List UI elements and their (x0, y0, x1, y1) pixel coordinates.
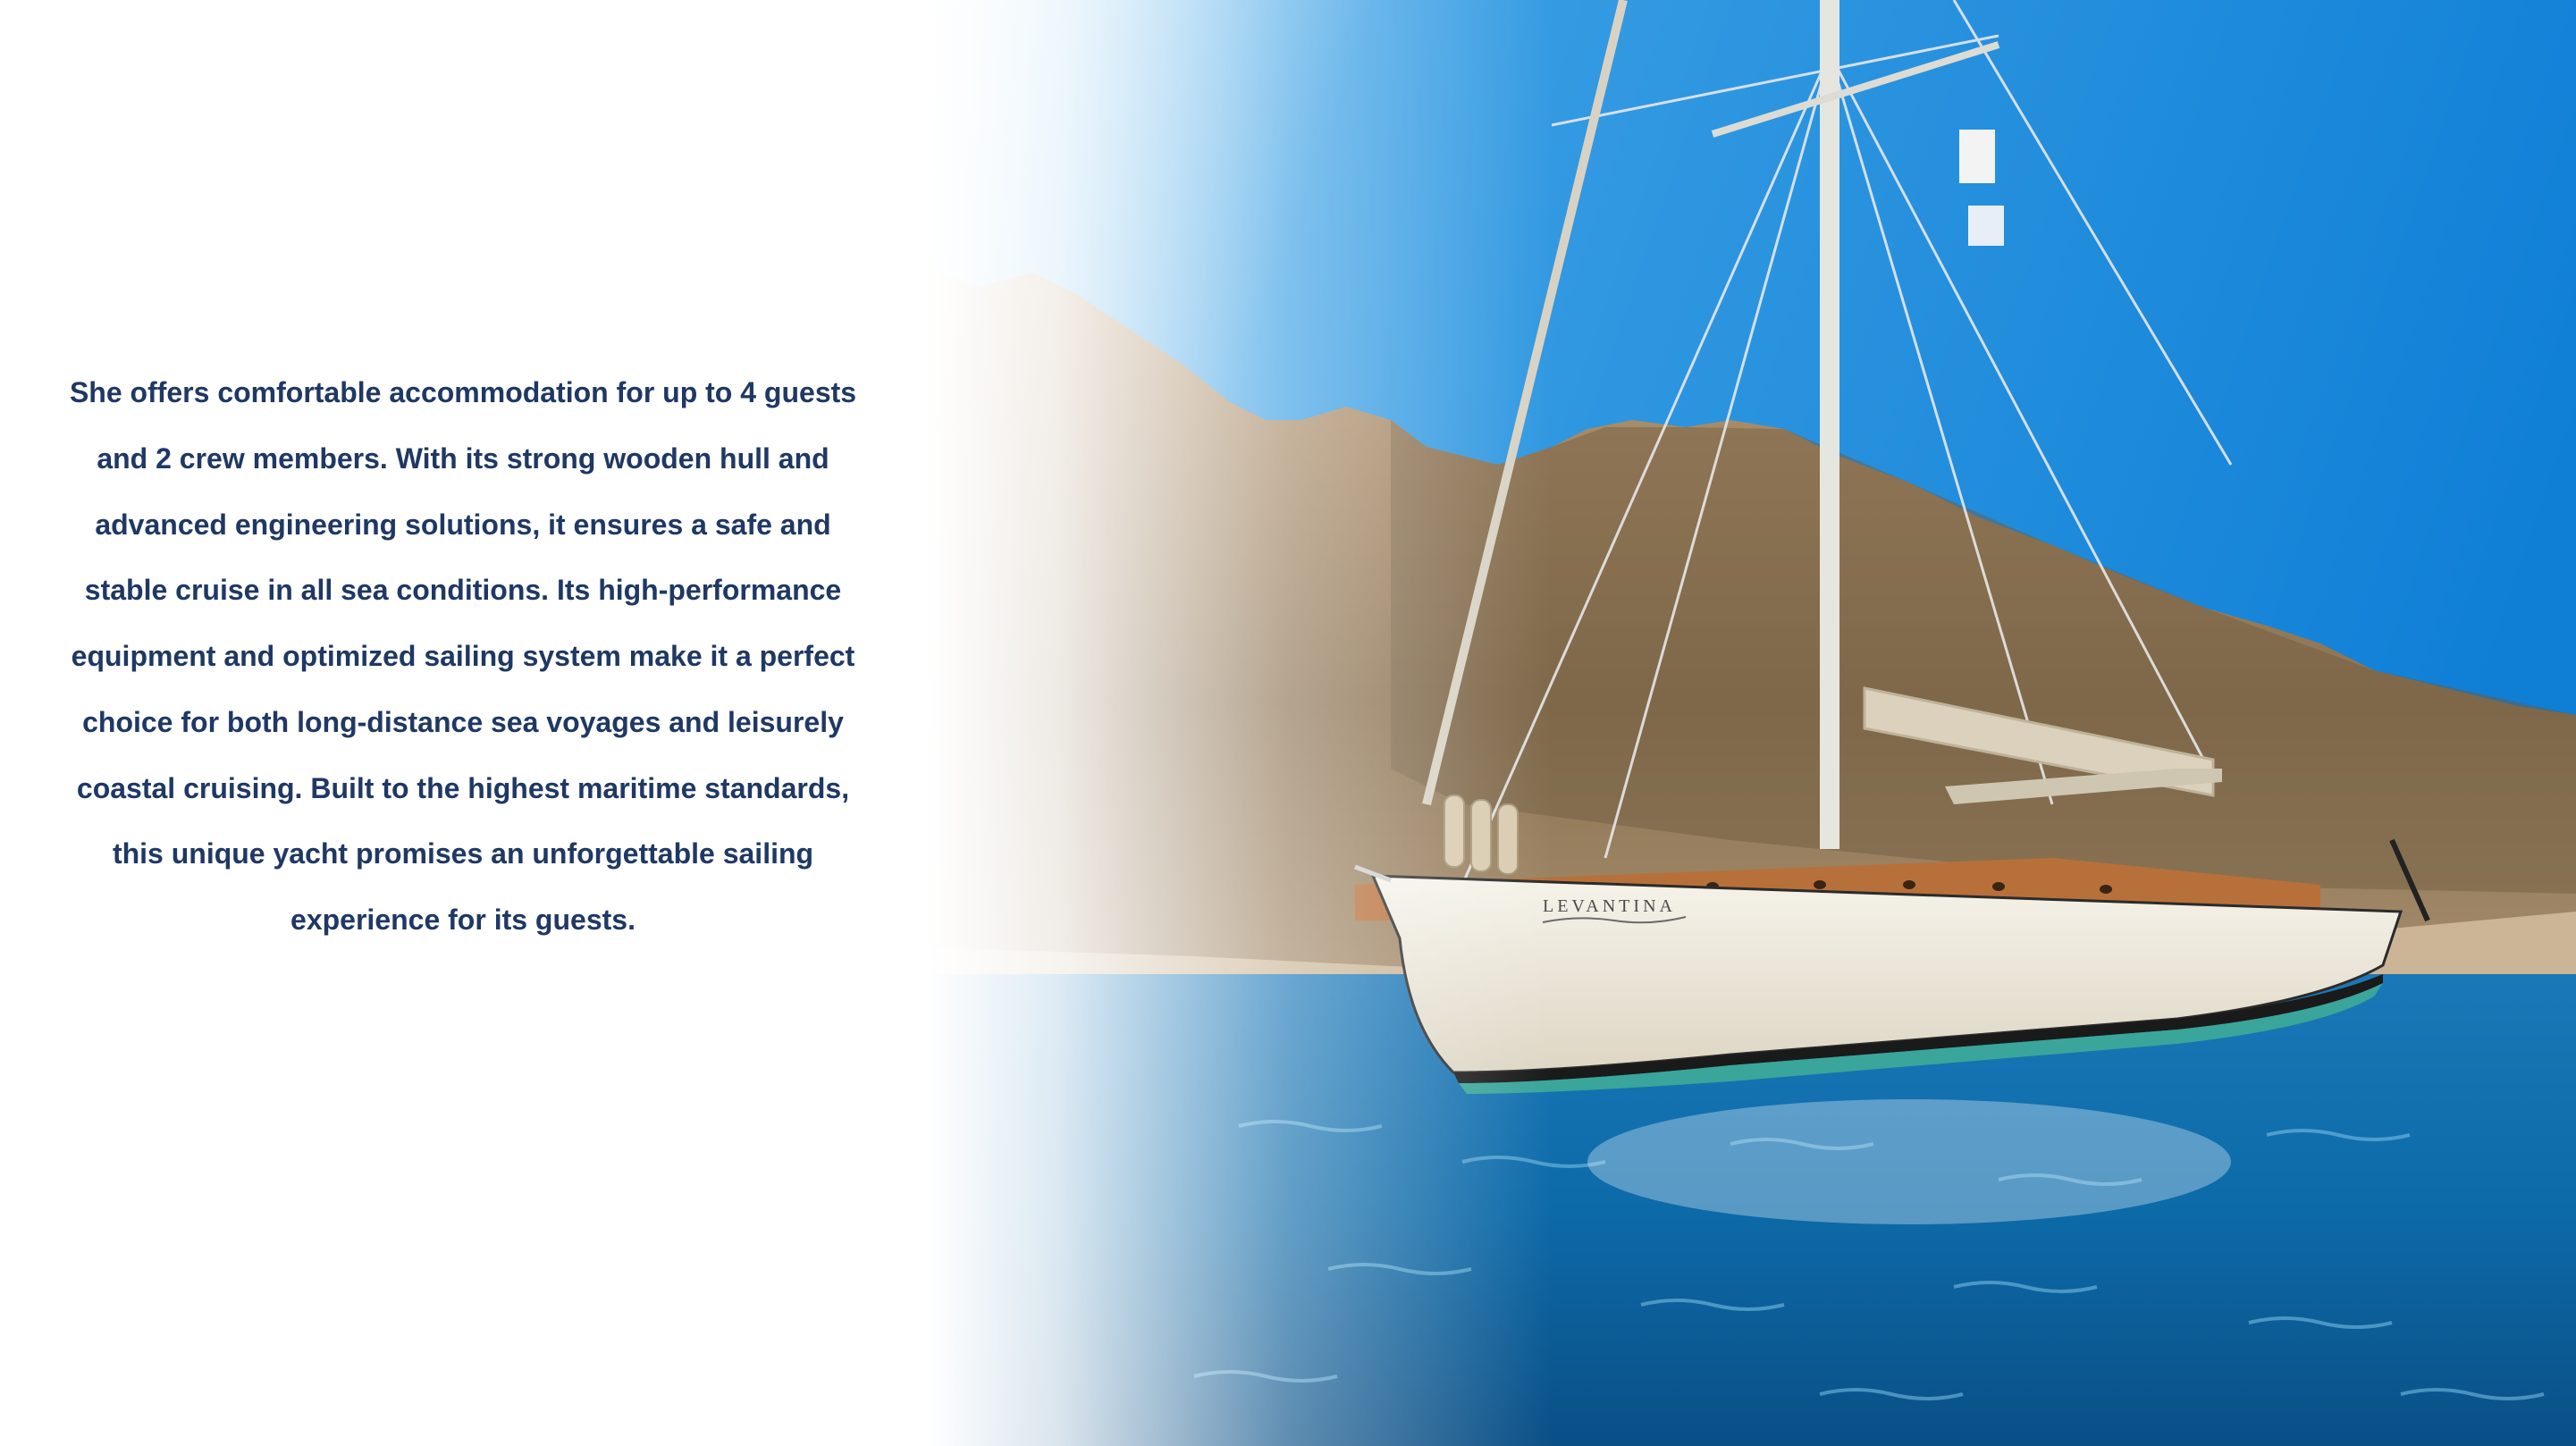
yacht-photo (926, 0, 2576, 1446)
yacht-description: She offers comfortable accommodation for up to 4 guests and 2 crew members. With its strong wooden hull and advanced engineering solutions, it ensures a safe and stable cruise in all sea conditions. Its high-performance equipment and optimized sailing system make it a perfect choice for both long-distance sea voyages and leisurely coastal cruising. Built to the highest maritime standards, this unique yacht promises an unforgettable sailing experience for its guests. (69, 375, 857, 937)
text-panel (0, 0, 926, 1446)
fade-overlay (926, 0, 2576, 1446)
yacht-photo-illustration (926, 0, 2576, 1446)
